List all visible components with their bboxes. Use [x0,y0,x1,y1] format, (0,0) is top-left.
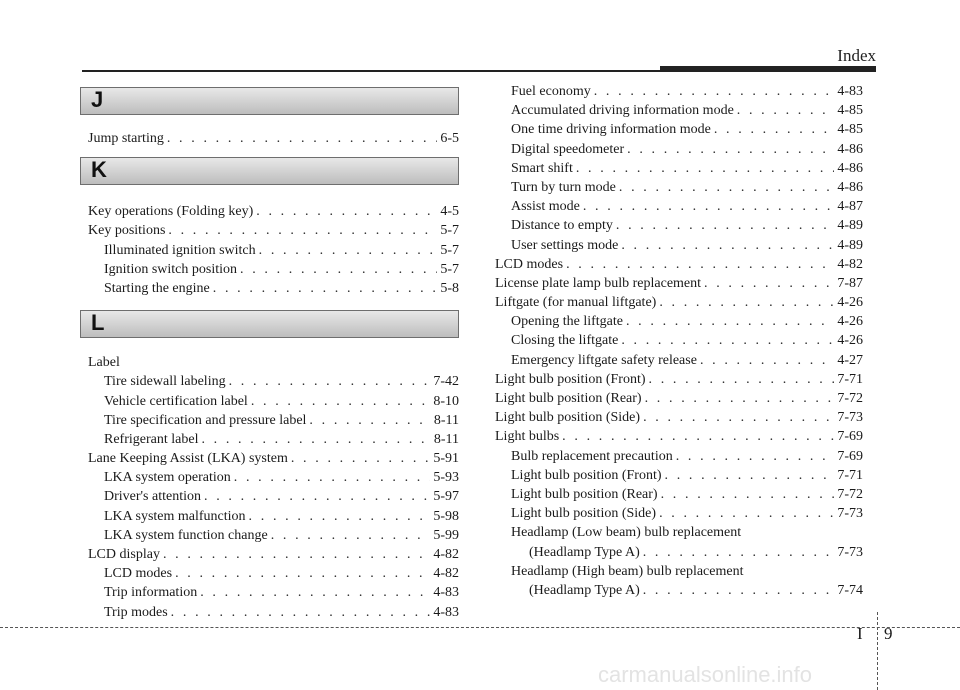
index-entry [495,427,863,446]
entry-text: Smart shift [511,160,573,176]
entry-page: 7-69 [837,429,863,445]
dot-leader [659,293,834,312]
dot-leader [619,178,834,197]
entry-text: Trip information [104,585,198,601]
index-subentry [88,279,459,298]
entry-page: 4-85 [837,103,863,119]
dot-leader [665,466,835,485]
index-subentry [88,241,459,260]
dot-leader [645,389,835,408]
index-subentry [88,392,459,411]
index-entry: Label [88,355,120,371]
dot-leader [259,241,438,260]
dot-leader [649,370,835,389]
index-entry [495,389,863,408]
entry-text: Illuminated ignition switch [104,242,256,258]
entry-text: LCD modes [495,256,564,272]
entry-page: 7-74 [837,582,863,598]
index-subentry [495,581,863,600]
entry-page: 7-71 [837,467,863,483]
entry-text: (Headlamp Type A) [529,544,640,560]
index-subentry [495,312,863,331]
entry-text: LKA system operation [104,470,231,486]
entry-page: 7-73 [837,506,863,522]
dot-leader [171,603,431,622]
entry-text: Light bulb position (Front) [511,467,662,483]
entry-page: 4-87 [837,199,863,215]
dot-leader [175,564,430,583]
dot-leader [234,468,431,487]
index-subentry [495,140,863,159]
section-letter: L [91,310,105,336]
entry-text: LCD modes [104,566,173,582]
entry-page: 5-7 [440,242,459,258]
entry-text: Light bulb position (Rear) [495,391,642,406]
dot-leader [643,581,835,600]
dot-leader [714,120,834,139]
section-header-l [80,310,459,338]
index-subentry [88,526,459,545]
dot-leader [627,140,834,159]
dot-leader [204,487,430,506]
entry-page: 5-91 [433,451,459,467]
dot-leader [594,82,835,101]
entry-text: Ignition switch position [104,261,237,277]
index-subentry [495,466,863,485]
index-subentry [495,543,863,562]
dot-leader [213,279,438,298]
entry-page: 7-72 [837,391,863,406]
header-rule-accent [660,66,876,72]
entry-text: Key operations (Folding key) [88,204,254,220]
entry-text: Tire sidewall labeling [104,374,226,390]
entry-text: Lane Keeping Assist (LKA) system [88,451,288,467]
index-subentry [88,411,459,430]
entry-page: 4-26 [837,333,863,349]
section-letter: K [91,157,107,183]
entry-page: 5-8 [440,280,459,296]
index-subentry [88,564,459,583]
footer-divider [877,612,878,690]
dot-leader [163,545,430,564]
entry-text: Closing the liftgate [511,333,619,349]
section-letter: J [91,87,104,112]
entry-page: 5-99 [433,527,459,543]
entry-text: Liftgate (for manual liftgate) [495,295,657,311]
entry-page: 7-71 [837,371,863,387]
dot-leader [626,312,834,331]
index-subentry [495,485,863,504]
index-entry [495,370,863,389]
index-subentry [495,82,863,101]
dot-leader [562,427,834,446]
entry-text: Driver's attention [104,489,201,505]
index-subentry [495,120,863,139]
entry-text: Assist mode [511,199,580,215]
entry-page: 4-5 [440,204,459,220]
entry-page: 4-86 [837,179,863,195]
dot-leader [271,526,431,545]
entry-text: Fuel economy [511,84,591,99]
entry-text: Digital speedometer [511,141,625,157]
dot-leader [621,331,834,350]
index-subentry [495,504,863,523]
entry-page: 4-86 [837,160,863,176]
header-title: Index [837,46,876,65]
dot-leader [737,101,835,120]
entry-page: 4-26 [837,314,863,330]
entry-page: 5-7 [440,261,459,277]
dot-leader [576,159,834,178]
entry-text: Key positions [88,223,166,239]
entry-text: LKA system function change [104,527,268,543]
index-entry [495,274,863,293]
dot-leader [643,408,834,427]
entry-text: Bulb replacement precaution [511,448,673,464]
dot-leader [256,202,437,221]
entry-page: 8-11 [433,412,459,428]
dot-leader [621,236,834,255]
entry-text: (Headlamp Type A) [529,582,640,598]
dot-leader [643,543,835,562]
entry-page: 5-93 [433,470,459,486]
dot-leader [240,260,437,279]
index-entry [88,545,459,564]
entry-page: 5-98 [433,508,459,524]
entry-page: 7-42 [433,374,459,390]
index-subentry [88,260,459,279]
entry-page: 7-73 [837,544,863,560]
index-subentry [495,351,863,370]
index-subentry [495,331,863,350]
index-entry [88,202,459,221]
entry-page: 6-5 [440,131,459,146]
dot-leader [704,274,834,293]
dot-leader [200,583,430,602]
entry-page: 7-87 [837,275,863,291]
index-column-left [88,87,459,622]
entry-text: Opening the liftgate [511,314,623,330]
entry-text: Light bulb position (Rear) [511,486,658,502]
index-subentry [495,101,863,120]
dot-leader [659,504,834,523]
index-entry [495,408,863,427]
index-entry [88,221,459,240]
entry-page: 5-97 [433,489,459,505]
entry-page: 7-69 [837,448,863,464]
dot-leader [616,216,834,235]
dot-leader [566,255,834,274]
index-subentry [495,178,863,197]
entry-text: Accumulated driving information mode [511,103,734,119]
section-header-j [80,87,459,115]
entry-page: 4-26 [837,295,863,311]
entry-page: 8-11 [433,431,459,447]
dot-leader [229,372,431,391]
index-subentry [88,430,459,449]
dot-leader [249,507,431,526]
entry-page: 4-82 [837,256,863,272]
index-entry [495,293,863,312]
index-subentry [88,507,459,526]
entry-text: One time driving information mode [511,122,711,138]
index-entry [88,129,459,148]
entry-text: Trip modes [104,604,168,620]
entry-page: 7-72 [837,486,863,502]
entry-text: Turn by turn mode [511,179,616,195]
entry-text: Light bulb position (Front) [495,371,646,387]
entry-text: Light bulbs [495,429,560,445]
dot-leader [661,485,835,504]
entry-page: 5-7 [440,223,459,239]
entry-text: Tire specification and pressure label [104,412,307,428]
entry-text: Jump starting [88,131,164,146]
index-subentry [88,468,459,487]
entry-text: LCD display [88,547,160,562]
entry-text: User settings mode [511,237,619,253]
entry-page: 7-73 [837,410,863,426]
index-subentry [88,583,459,602]
footer-rule [0,627,960,628]
entry-page: 4-89 [837,237,863,253]
watermark: carmanualsonline.info [598,662,813,687]
index-subentry [88,372,459,391]
index-column-right [495,82,863,600]
dot-leader [676,447,835,466]
dot-leader [583,197,834,216]
entry-page: 4-82 [433,547,459,562]
index-subentry [88,603,459,622]
entry-page: 4-86 [837,141,863,157]
entry-text: Starting the engine [104,280,210,296]
index-subentry: Headlamp (Low beam) bulb replacement [511,525,742,541]
entry-page: 4-85 [837,122,863,138]
dot-leader [291,449,430,468]
page-number: 9 [884,624,893,643]
dot-leader [201,430,430,449]
entry-page: 4-27 [837,352,863,368]
entry-text: Vehicle certification label [104,393,248,409]
dot-leader [700,351,834,370]
index-subentry [495,216,863,235]
footer-section-letter: I [857,624,863,643]
entry-text: Emergency liftgate safety release [511,352,697,368]
entry-page: 4-89 [837,218,863,234]
index-subentry [495,197,863,216]
dot-leader [251,392,431,411]
entry-text: Distance to empty [511,218,613,234]
entry-page: 4-82 [433,566,459,582]
index-entry [495,255,863,274]
index-subentry [495,159,863,178]
index-entry [88,449,459,468]
entry-text: License plate lamp bulb replacement [495,275,702,291]
index-subentry [495,447,863,466]
entry-text: Light bulb position (Side) [511,506,657,522]
index-subentry [88,487,459,506]
index-subentry [495,236,863,255]
entry-page: 4-83 [433,604,459,620]
dot-leader [168,221,437,240]
entry-text: LKA system malfunction [104,508,246,524]
section-header-k [80,157,459,185]
dot-leader [309,411,430,430]
entry-page: 4-83 [837,84,863,99]
index-subentry: Headlamp (High beam) bulb replacement [511,563,744,579]
dot-leader [167,129,437,148]
entry-page: 4-83 [433,585,459,601]
entry-text: Light bulb position (Side) [495,410,641,426]
entry-text: Refrigerant label [104,431,199,447]
entry-page: 8-10 [433,393,459,409]
